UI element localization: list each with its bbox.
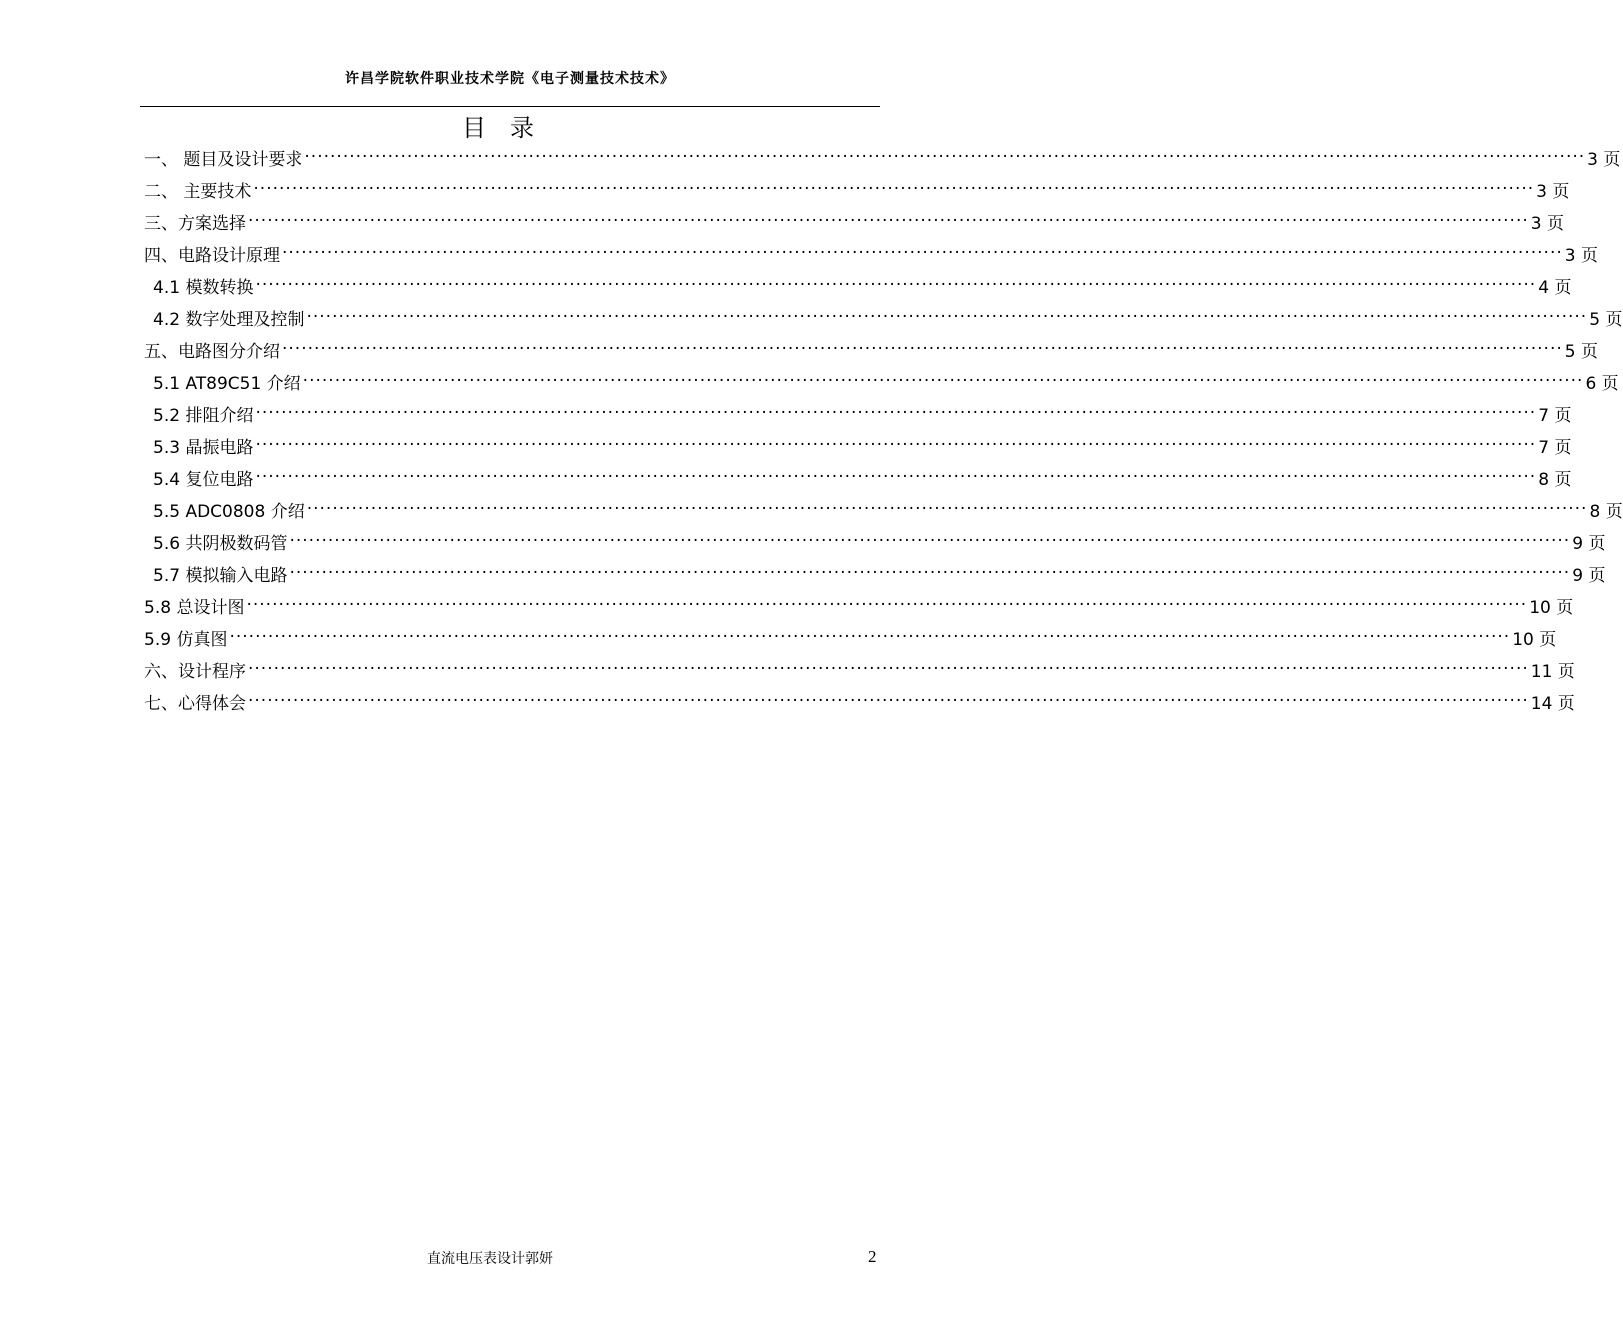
dot-leader: ········································································································································································································ [248, 659, 1529, 679]
toc-entry-label: 5.8 总设计图 [144, 597, 245, 618]
toc-entry[interactable] [153, 557, 1606, 589]
toc-entry-label: 5.2 排阻介绍 [153, 405, 254, 426]
footer-text: 直流电压表设计郭妍 [427, 1251, 553, 1267]
toc-entry-label: 五、电路图分介绍 [144, 341, 280, 362]
dot-leader: ········································································································································································································ [255, 435, 1537, 455]
toc-entry-page: 5 页 [1589, 309, 1623, 330]
dot-leader: ········································································································································································································ [246, 595, 1528, 615]
toc-entry[interactable] [144, 205, 1564, 237]
toc-entry-label: 5.6 共阴极数码管 [153, 533, 288, 554]
toc-entry[interactable] [153, 525, 1606, 557]
toc-entry-page: 10 页 [1529, 597, 1574, 618]
toc-entry-page: 8 页 [1589, 501, 1623, 522]
toc-entry-page: 3 页 [1564, 245, 1598, 266]
toc-entry[interactable] [144, 237, 1598, 269]
toc-entry[interactable] [153, 301, 1623, 333]
dot-leader: ········································································································································································································ [248, 211, 1529, 231]
toc-entry-page: 8 页 [1538, 469, 1572, 490]
toc-entry[interactable] [153, 429, 1572, 461]
toc-entry-label: 三、方案选择 [144, 213, 246, 234]
toc-entry-page: 10 页 [1512, 629, 1557, 650]
toc-entry-page: 7 页 [1538, 405, 1572, 426]
toc-entry[interactable] [144, 173, 1570, 205]
toc-entry[interactable] [144, 621, 1557, 653]
toc-entry[interactable] [153, 397, 1572, 429]
toc-entry-label: 一、 题目及设计要求 [144, 149, 303, 170]
toc-entry[interactable] [153, 365, 1619, 397]
header-rule [140, 106, 880, 107]
dot-leader: ········································································································································································································ [248, 691, 1529, 711]
toc-title: 目录 [462, 114, 558, 142]
toc-entry-label: 5.5 ADC0808 介绍 [153, 501, 305, 522]
toc-entry-label: 4.2 数字处理及控制 [153, 309, 305, 330]
toc-entry-page: 14 页 [1530, 693, 1575, 714]
dot-leader: ········································································································································································································ [255, 275, 1537, 295]
dot-leader: ········································································································································································································ [302, 371, 1584, 391]
toc-entry-label: 5.1 AT89C51 介绍 [153, 373, 301, 394]
toc-entry-label: 5.3 晶振电路 [153, 437, 254, 458]
toc-entry-page: 3 页 [1536, 181, 1570, 202]
toc-entry-label: 4.1 模数转换 [153, 277, 254, 298]
dot-leader: ········································································································································································································ [289, 563, 1571, 583]
dot-leader: ········································································································································································································ [306, 307, 1588, 327]
toc-entry-page: 9 页 [1572, 533, 1606, 554]
toc-entry-label: 5.9 仿真图 [144, 629, 228, 650]
dot-leader: ········································································································································································································ [289, 531, 1571, 551]
page-number: 2 [868, 1247, 877, 1266]
toc-entry-page: 9 页 [1572, 565, 1606, 586]
toc-entry[interactable] [153, 493, 1623, 525]
toc-entry[interactable] [153, 461, 1572, 493]
toc-entry[interactable] [153, 269, 1572, 301]
toc-entry[interactable] [144, 685, 1575, 717]
toc-entry-label: 5.7 模拟输入电路 [153, 565, 288, 586]
toc-entry[interactable] [144, 141, 1621, 173]
toc-entry-label: 七、心得体会 [144, 693, 246, 714]
toc-entry-page: 6 页 [1585, 373, 1619, 394]
toc-entry-label: 5.4 复位电路 [153, 469, 254, 490]
dot-leader: ········································································································································································································ [229, 627, 1511, 647]
toc-entry-page: 11 页 [1530, 661, 1575, 682]
dot-leader: ········································································································································································································ [255, 467, 1537, 487]
toc-entry-label: 二、 主要技术 [144, 181, 252, 202]
dot-leader: ········································································································································································································ [253, 179, 1535, 199]
toc-entry-page: 3 页 [1530, 213, 1564, 234]
dot-leader: ········································································································································································································ [304, 147, 1586, 167]
toc-entry[interactable] [144, 589, 1574, 621]
toc-entry[interactable] [144, 653, 1575, 685]
dot-leader: ········································································································································································································ [282, 339, 1563, 359]
toc-entry[interactable] [144, 333, 1598, 365]
toc-entry-label: 四、电路设计原理 [144, 245, 280, 266]
running-header: 许昌学院软件职业技术学院《电子测量技术技术》 [345, 71, 675, 87]
toc-entry-label: 六、设计程序 [144, 661, 246, 682]
toc-entry-page: 4 页 [1538, 277, 1572, 298]
dot-leader: ········································································································································································································ [306, 499, 1588, 519]
dot-leader: ········································································································································································································ [255, 403, 1537, 423]
toc-entry-page: 5 页 [1564, 341, 1598, 362]
toc-entry-page: 3 页 [1587, 149, 1621, 170]
toc-entry-page: 7 页 [1538, 437, 1572, 458]
dot-leader: ········································································································································································································ [282, 243, 1563, 263]
